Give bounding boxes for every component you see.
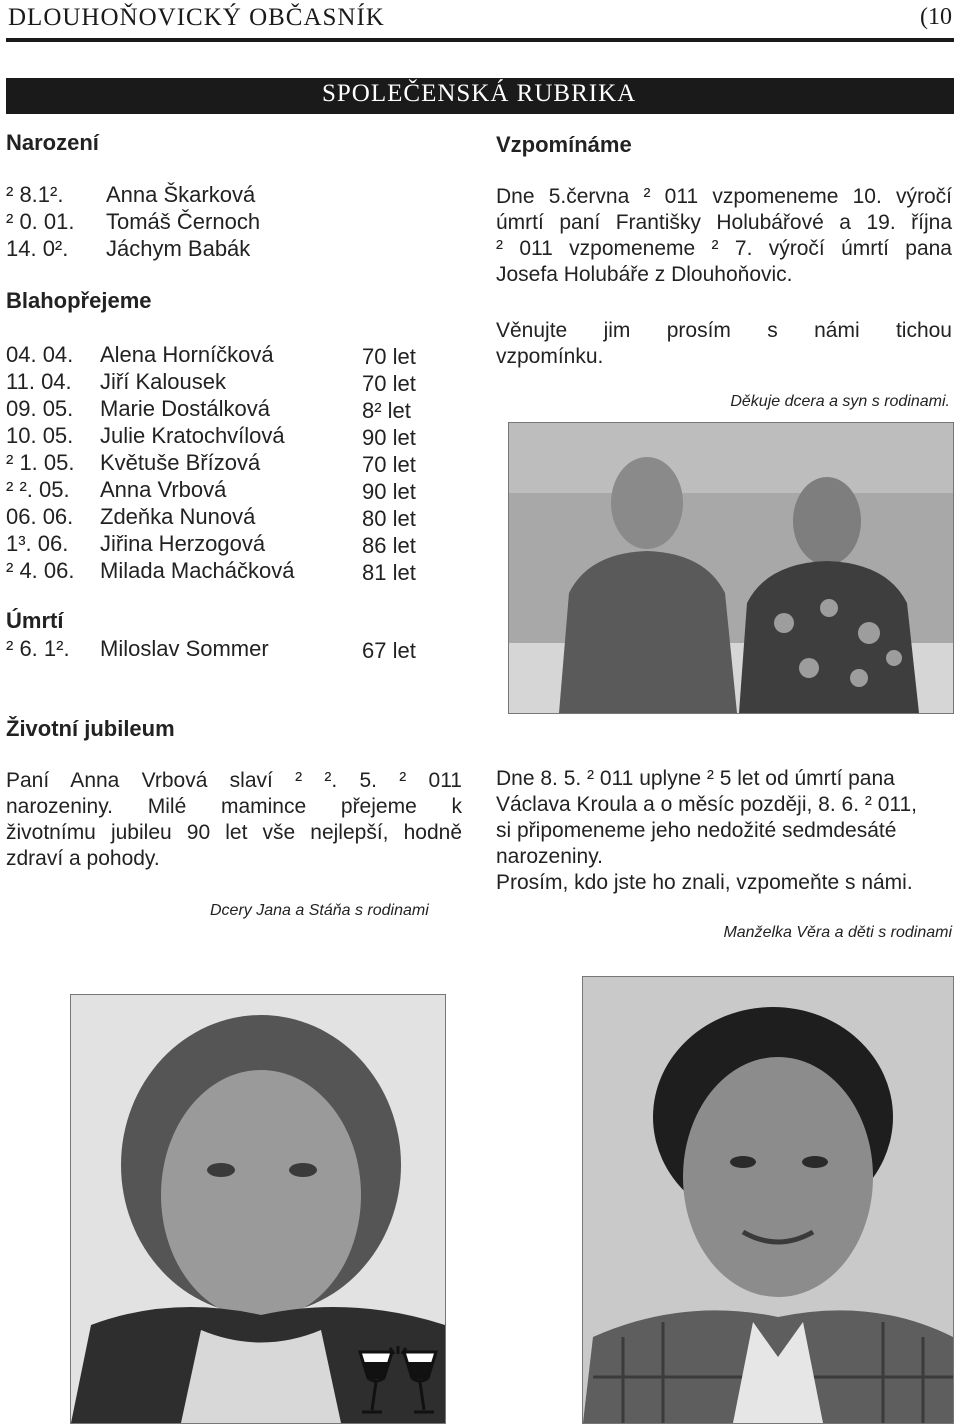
memories-signature: Děkuje dcera a syn s rodinami.: [730, 393, 950, 410]
death-age: 67 let: [362, 638, 416, 663]
memories-text: [496, 184, 952, 288]
jubilee-title: Životní jubileum: [6, 716, 175, 741]
congrats-date: 11. 04.: [6, 369, 72, 394]
memories-line: Dne 5.června ² 011 vzpomeneme 10. výročí: [496, 185, 952, 208]
birth-date: 14. 0².: [6, 236, 69, 261]
anniversary-line: Václava Kroula a o měsíc později, 8. 6. ² 011,: [496, 793, 918, 816]
anniversary-line: Prosím, kdo jste ho znali, vzpomeňte s námi.: [496, 871, 913, 894]
congrats-age: 70 let: [362, 452, 416, 477]
jubilee-signature: Dcery Jana a Stáňa s rodinami: [210, 902, 429, 919]
birth-date: ² 0. 01.: [6, 209, 75, 234]
congrats-date: 06. 06.: [6, 504, 74, 529]
congrats-age: 8² let: [362, 398, 411, 423]
birth-date: ² 8.1².: [6, 182, 64, 207]
congrats-age: 86 let: [362, 533, 416, 558]
congrats-age: 80 let: [362, 506, 416, 531]
congrats-age: 70 let: [362, 371, 416, 396]
death-name: Miloslav Sommer: [100, 636, 269, 661]
births-title: Narození: [6, 130, 99, 155]
memories-line: úmrtí paní Františky Holubářové a 19. října: [496, 211, 952, 234]
memories-title: Vzpomínáme: [496, 132, 632, 157]
congrats-name: Marie Dostálková: [100, 396, 270, 421]
birth-name: Anna Škarková: [106, 182, 256, 207]
page-number: (10: [920, 4, 952, 30]
jubilee-line: Paní Anna Vrbová slaví ² ². 5. ² 011: [6, 769, 462, 792]
anniversary-line: Dne 8. 5. ² 011 uplyne ² 5 let od úmrtí pana: [496, 767, 895, 790]
memorial-photo-art: [583, 977, 953, 1423]
congrats-name: Milada Macháčková: [100, 558, 295, 583]
memories-text-2: [496, 318, 952, 370]
memories-line: Věnujte jim prosím s námi tichou: [496, 319, 952, 342]
congrats-age: 81 let: [362, 560, 416, 585]
congrats-date: ² 1. 05.: [6, 450, 75, 475]
anniversary-line: narozeniny.: [496, 845, 604, 868]
congrats-name: Anna Vrbová: [100, 477, 227, 502]
anniversary-signature: Manželka Věra a děti s rodinami: [723, 924, 952, 941]
anniversary-text: [496, 766, 954, 896]
wine-glasses-icon: [352, 1344, 444, 1422]
congrats-name: Květuše Břízová: [100, 450, 261, 475]
birth-name: Tomáš Černoch: [106, 209, 261, 234]
masthead: DLOUHOŇOVICKÝ OBČASNÍK: [8, 4, 385, 31]
congrats-name: Zdeňka Nunová: [100, 504, 256, 529]
memories-line: ² 011 vzpomeneme ² 7. výročí úmrtí pana: [496, 237, 952, 260]
jubilee-line: zdraví a pohody.: [6, 847, 160, 870]
congrats-name: Jiří Kalousek: [100, 369, 226, 394]
memorial-photo: [582, 976, 954, 1424]
couple-photo: [508, 422, 954, 714]
jubilee-line: životnímu jubileu 90 let vše nejlepší, hodně: [6, 821, 462, 844]
congrats-date: ² 4. 06.: [6, 558, 75, 583]
congrats-date: 09. 05.: [6, 396, 74, 421]
congrats-name: Alena Horníčková: [100, 342, 274, 367]
congrats-date: ² ². 05.: [6, 477, 70, 502]
congrats-date: 1³. 06.: [6, 531, 69, 556]
congrats-age: 70 let: [362, 344, 416, 369]
memories-line: Josefa Holubáře z Dlouhoňovic.: [496, 263, 793, 286]
congrats-age: 90 let: [362, 479, 416, 504]
header-rule: [6, 38, 954, 42]
jubilee-text: [6, 768, 462, 872]
congrats-date: 10. 05.: [6, 423, 74, 448]
deaths-title: Úmrtí: [6, 608, 64, 633]
section-title: SPOLEČENSKÁ RUBRIKA: [322, 80, 637, 107]
wine-glasses-icon-art: [352, 1344, 444, 1422]
congrats-date: 04. 04.: [6, 342, 74, 367]
congrats-name: Jiřina Herzogová: [100, 531, 266, 556]
death-date: ² 6. 1².: [6, 636, 70, 661]
congrats-name: Julie Kratochvílová: [100, 423, 285, 448]
birth-name: Jáchym Babák: [106, 236, 251, 261]
jubilee-line: narozeniny. Milé mamince přejeme k: [6, 795, 462, 818]
couple-photo-art: [509, 423, 953, 713]
congrats-title: Blahopřejeme: [6, 288, 152, 313]
memories-line: vzpomínku.: [496, 345, 604, 368]
congrats-age: 90 let: [362, 425, 416, 450]
anniversary-line: si připomeneme jeho nedožité sedmdesáté: [496, 819, 897, 842]
